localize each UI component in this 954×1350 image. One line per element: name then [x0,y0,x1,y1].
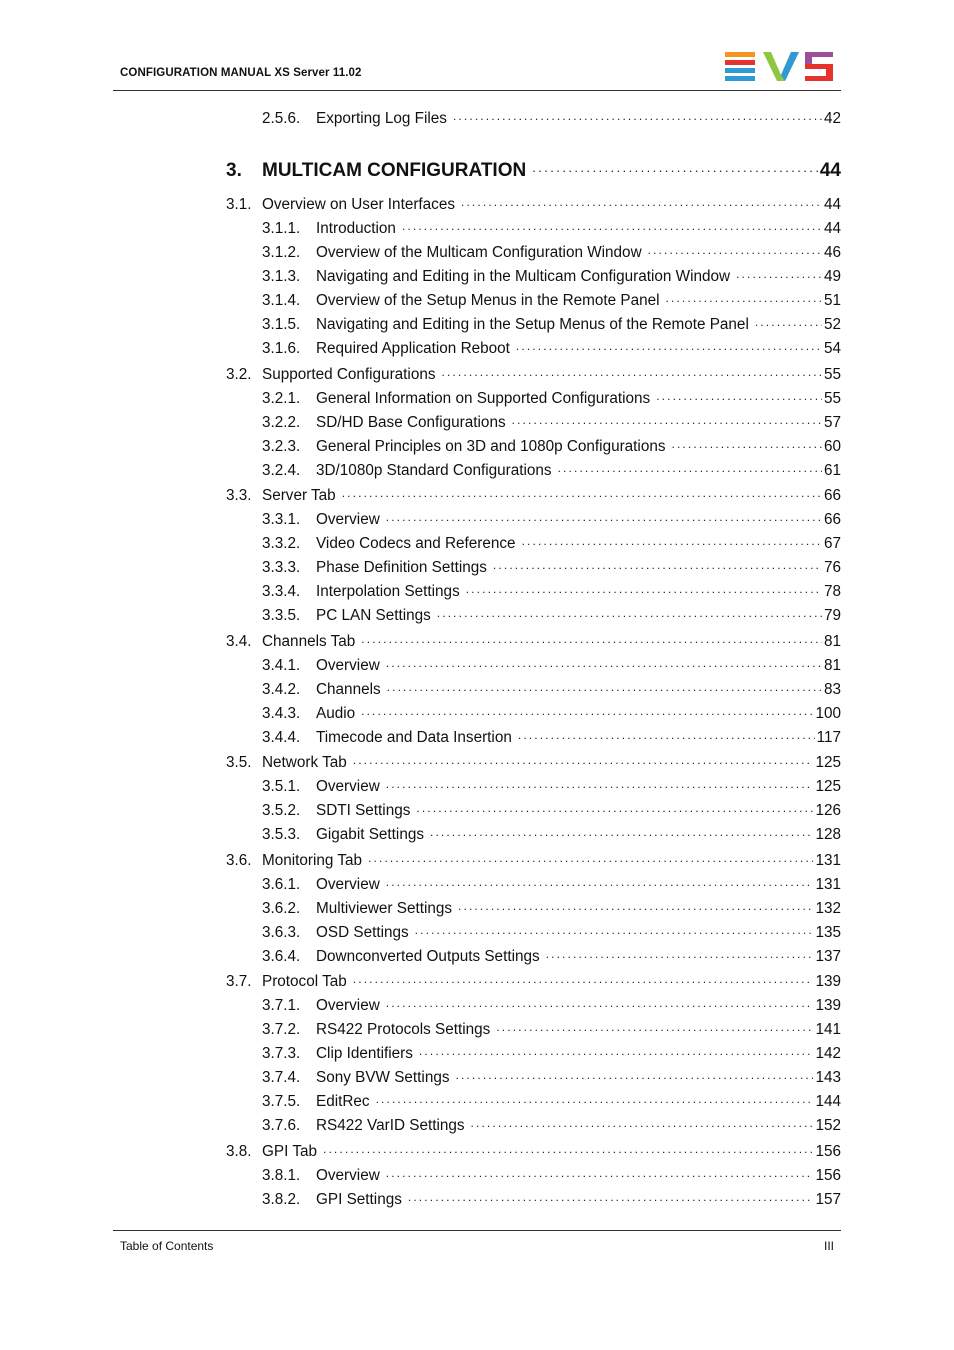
toc-entry-number: 3.7.5. [262,1093,301,1111]
toc-entry[interactable] [262,290,841,310]
toc-entry-page: 125 [815,754,841,772]
toc-dot-leader [376,1091,814,1106]
toc-entry-page: 144 [815,1093,841,1111]
toc-entry-title: SDTI Settings [316,802,411,820]
toc-entry-title: Overview [316,657,380,675]
toc-entry-page: 117 [816,729,841,747]
toc-entry-number: 3.1.1. [262,220,301,238]
toc-entry-number: 3. [226,160,242,181]
toc-entry-page: 139 [815,973,841,991]
toc-entry-page: 44 [823,196,841,214]
toc-entry[interactable] [262,108,841,128]
toc-entry[interactable] [262,1043,841,1063]
toc-entry-title: Server Tab [262,487,336,505]
toc-entry-number: 3.7.2. [262,1021,301,1039]
toc-entry[interactable] [262,1067,841,1087]
toc-entry-title: Interpolation Settings [316,583,460,601]
toc-entry[interactable] [226,194,841,214]
toc-dot-leader [437,605,822,620]
toc-dot-leader [415,922,814,937]
toc-entry-number: 3.8.1. [262,1167,301,1185]
toc-entry-title: General Principles on 3D and 1080p Configurations [316,438,666,456]
toc-entry[interactable] [262,388,841,408]
toc-entry-number: 3.8.2. [262,1191,301,1209]
toc-entry-title: Supported Configurations [262,366,436,384]
toc-dot-leader [386,995,814,1010]
toc-entry[interactable] [262,1019,841,1039]
toc-entry-page: 156 [815,1167,841,1185]
toc-entry-number: 2.5.6. [262,110,301,128]
toc-entry-title: GPI Tab [262,1143,317,1161]
toc-dot-leader [455,1067,813,1082]
toc-entry[interactable] [262,581,841,601]
header-title: CONFIGURATION MANUAL XS Server 11.02 [120,67,362,79]
toc-entry-page: 81 [823,633,841,651]
toc-entry-title: Multiviewer Settings [316,900,453,918]
toc-entry-page: 51 [823,292,841,310]
toc-entry[interactable] [262,338,841,358]
toc-entry[interactable] [226,1141,841,1161]
toc-entry-title: Overview [316,997,380,1015]
toc-dot-leader [353,752,814,767]
toc-entry-title: Gigabit Settings [316,826,424,844]
toc-entry-page: 83 [823,681,841,699]
toc-entry-page: 76 [823,559,841,577]
toc-entry-number: 3.1.5. [262,316,301,334]
toc-entry-page: 126 [815,802,841,820]
toc-entry-number: 3.6.1. [262,876,301,894]
toc-entry-page: 131 [815,876,841,894]
toc-entry-title: Overview [316,778,380,796]
toc-entry[interactable] [262,800,841,820]
toc-dot-leader [461,194,822,209]
toc-entry[interactable] [226,157,841,183]
toc-entry-number: 3.1.6. [262,340,301,358]
toc-entry-number: 3.6.2. [262,900,301,918]
toc-entry-page: 42 [823,110,841,128]
toc-entry-title: Required Application Reboot [316,340,510,358]
toc-dot-leader [416,800,813,815]
toc-dot-leader [656,388,822,403]
toc-dot-leader [386,509,822,524]
toc-entry[interactable] [262,412,841,432]
toc-entry-title: Exporting Log Files [316,110,447,128]
toc-entry[interactable] [262,436,841,456]
toc-entry-title: SD/HD Base Configurations [316,414,506,432]
toc-entry-title: Monitoring Tab [262,852,363,870]
toc-entry-number: 3.7.4. [262,1069,301,1087]
toc-entry-page: 125 [815,778,841,796]
toc-entry[interactable] [262,655,841,675]
footer-section-label: Table of Contents [120,1239,214,1253]
toc-dot-leader [368,850,813,865]
toc-entry-page: 54 [823,340,841,358]
toc-entry-page: 157 [815,1191,841,1209]
toc-entry-title: Audio [316,705,356,723]
toc-entry-number: 3.7.3. [262,1045,301,1063]
toc-entry[interactable] [262,874,841,894]
toc-entry[interactable] [262,314,841,334]
toc-entry[interactable] [262,995,841,1015]
toc-dot-leader [353,971,814,986]
toc-entry-title: Protocol Tab [262,973,347,991]
toc-entry-number: 3.3. [226,487,252,505]
toc-entry-number: 3.2.1. [262,390,301,408]
toc-entry[interactable] [226,631,841,651]
toc-entry[interactable] [226,485,841,505]
toc-entry-title: Overview on User Interfaces [262,196,455,214]
toc-entry[interactable] [262,533,841,553]
toc-entry-page: 78 [823,583,841,601]
toc-dot-leader [466,581,822,596]
toc-dot-leader [386,776,814,791]
toc-entry[interactable] [262,1189,841,1209]
toc-entry-page: 55 [823,390,841,408]
toc-entry-page: 156 [815,1143,841,1161]
toc-entry-number: 3.5.3. [262,826,301,844]
toc-entry[interactable] [262,679,841,699]
toc-entry-number: 3.7.6. [262,1117,301,1135]
toc-entry-title: RS422 Protocols Settings [316,1021,491,1039]
toc-entry-number: 3.2.3. [262,438,301,456]
toc-dot-leader [402,218,822,233]
toc-entry-page: 55 [823,366,841,384]
toc-entry-title: Video Codecs and Reference [316,535,516,553]
toc-dot-leader [736,266,822,281]
toc-entry[interactable] [262,776,841,796]
toc-entry-page: 132 [815,900,841,918]
toc-entry[interactable] [262,460,841,480]
toc-entry-page: 67 [823,535,841,553]
toc-entry[interactable] [262,509,841,529]
toc-entry[interactable] [262,1091,841,1111]
toc-entry-number: 3.4.2. [262,681,301,699]
toc-entry-number: 3.6.4. [262,948,301,966]
toc-entry-title: Timecode and Data Insertion [316,729,512,747]
toc-entry-title: Navigating and Editing in the Setup Menus of the Remote Panel [316,316,749,334]
toc-entry-page: 135 [815,924,841,942]
toc-dot-leader [518,727,815,742]
toc-entry-title: Overview [316,511,380,529]
toc-entry[interactable] [262,703,841,723]
toc-entry-title: OSD Settings [316,924,409,942]
toc-dot-leader [387,679,822,694]
toc-entry-number: 3.4.3. [262,705,301,723]
toc-dot-leader [453,108,822,123]
toc-entry-page: 79 [823,607,841,625]
toc-dot-leader [458,898,813,913]
toc-dot-leader [441,364,822,379]
toc-entry-page: 131 [815,852,841,870]
toc-entry-page: 152 [815,1117,841,1135]
toc-dot-leader [672,436,822,451]
toc-dot-leader [408,1189,814,1204]
toc-dot-leader [493,557,822,572]
toc-entry[interactable] [226,364,841,384]
toc-entry-number: 3.3.1. [262,511,301,529]
toc-entry[interactable] [226,752,841,772]
footer-page-number: III [823,1239,834,1253]
toc-dot-leader [323,1141,813,1156]
toc-entry-page: 142 [815,1045,841,1063]
toc-dot-leader [666,290,822,305]
toc-dot-leader [361,703,813,718]
toc-entry-page: 81 [823,657,841,675]
toc-entry[interactable] [262,557,841,577]
toc-entry-title: Phase Definition Settings [316,559,487,577]
toc-entry-page: 141 [815,1021,841,1039]
toc-dot-leader [522,533,822,548]
toc-entry[interactable] [262,1115,841,1135]
toc-entry-number: 3.4.4. [262,729,301,747]
toc-dot-leader [386,1165,814,1180]
toc-entry-title: Channels Tab [262,633,356,651]
toc-entry-number: 3.5.2. [262,802,301,820]
toc-entry-page: 61 [823,462,841,480]
toc-entry-number: 3.2. [226,366,252,384]
toc-dot-leader [558,460,822,475]
toc-entry[interactable] [262,898,841,918]
toc-entry-title: Overview of the Multicam Configuration Window [316,244,642,262]
toc-entry[interactable] [262,266,841,286]
toc-entry-number: 3.2.2. [262,414,301,432]
toc-entry-number: 3.3.5. [262,607,301,625]
toc-entry-page: 137 [815,948,841,966]
toc-entry-number: 3.3.4. [262,583,301,601]
toc-entry[interactable] [226,971,841,991]
toc-dot-leader [496,1019,813,1034]
toc-entry-title: Overview [316,1167,380,1185]
toc-entry-number: 3.6. [226,852,252,870]
toc-entry-title: Sony BVW Settings [316,1069,450,1087]
toc-entry-title: General Information on Supported Configurations [316,390,651,408]
toc-dot-leader [546,946,814,961]
toc-entry-number: 3.1.2. [262,244,301,262]
toc-entry-title: RS422 VarID Settings [316,1117,465,1135]
toc-entry-title: EditRec [316,1093,370,1111]
toc-entry-number: 3.5. [226,754,252,772]
toc-entry-title: Downconverted Outputs Settings [316,948,540,966]
toc-dot-leader [419,1043,814,1058]
toc-entry[interactable] [226,850,841,870]
toc-entry-number: 3.4.1. [262,657,301,675]
toc-dot-leader [532,157,818,176]
toc-entry-title: Network Tab [262,754,347,772]
toc-entry-page: 49 [823,268,841,286]
toc-entry[interactable] [262,727,841,747]
toc-entry-number: 3.5.1. [262,778,301,796]
toc-entry-title: Channels [316,681,381,699]
toc-entry-page: 66 [823,487,841,505]
toc-entry-number: 3.1.3. [262,268,301,286]
toc-entry-page: 60 [823,438,841,456]
toc-entry-title: Clip Identifiers [316,1045,413,1063]
toc-entry[interactable] [262,605,841,625]
toc-entry-title: Overview of the Setup Menus in the Remote Panel [316,292,660,310]
toc-entry-number: 3.2.4. [262,462,301,480]
toc-entry[interactable] [262,218,841,238]
toc-entry-page: 143 [815,1069,841,1087]
toc-entry-number: 3.1.4. [262,292,301,310]
toc-entry-page: 46 [823,244,841,262]
toc-dot-leader [471,1115,814,1130]
toc-entry-page: 44 [819,160,841,181]
toc-entry-number: 3.7. [226,973,252,991]
toc-entry-title: 3D/1080p Standard Configurations [316,462,552,480]
toc-entry-number: 3.8. [226,1143,252,1161]
toc-entry-number: 3.1. [226,196,252,214]
toc-entry[interactable] [262,946,841,966]
toc-entry-page: 44 [823,220,841,238]
toc-dot-leader [755,314,822,329]
toc-dot-leader [648,242,822,257]
toc-entry-title: Navigating and Editing in the Multicam Configuration Window [316,268,731,286]
toc-entry-title: GPI Settings [316,1191,402,1209]
toc-dot-leader [342,485,822,500]
toc-entry-page: 57 [823,414,841,432]
toc-dot-leader [430,824,813,839]
toc-entry-number: 3.6.3. [262,924,301,942]
toc-dot-leader [386,874,814,889]
toc-entry[interactable] [262,922,841,942]
toc-entry-title: MULTICAM CONFIGURATION [262,160,527,181]
toc-dot-leader [386,655,822,670]
toc-entry-page: 128 [815,826,841,844]
toc-entry-number: 3.3.3. [262,559,301,577]
footer-divider [113,1230,841,1231]
toc-entry[interactable] [262,824,841,844]
toc-entry[interactable] [262,1165,841,1185]
toc-entry-number: 3.4. [226,633,252,651]
toc-dot-leader [361,631,822,646]
toc-dot-leader [512,412,822,427]
toc-entry-page: 100 [815,705,841,723]
toc-dot-leader [516,338,822,353]
toc-entry-title: Introduction [316,220,396,238]
toc-entry-page: 139 [815,997,841,1015]
toc-entry[interactable] [262,242,841,262]
toc-entry-page: 66 [823,511,841,529]
toc-entry-title: PC LAN Settings [316,607,431,625]
toc-entry-number: 3.7.1. [262,997,301,1015]
toc-entry-page: 52 [823,316,841,334]
toc-entry-number: 3.3.2. [262,535,301,553]
toc-entry-title: Overview [316,876,380,894]
